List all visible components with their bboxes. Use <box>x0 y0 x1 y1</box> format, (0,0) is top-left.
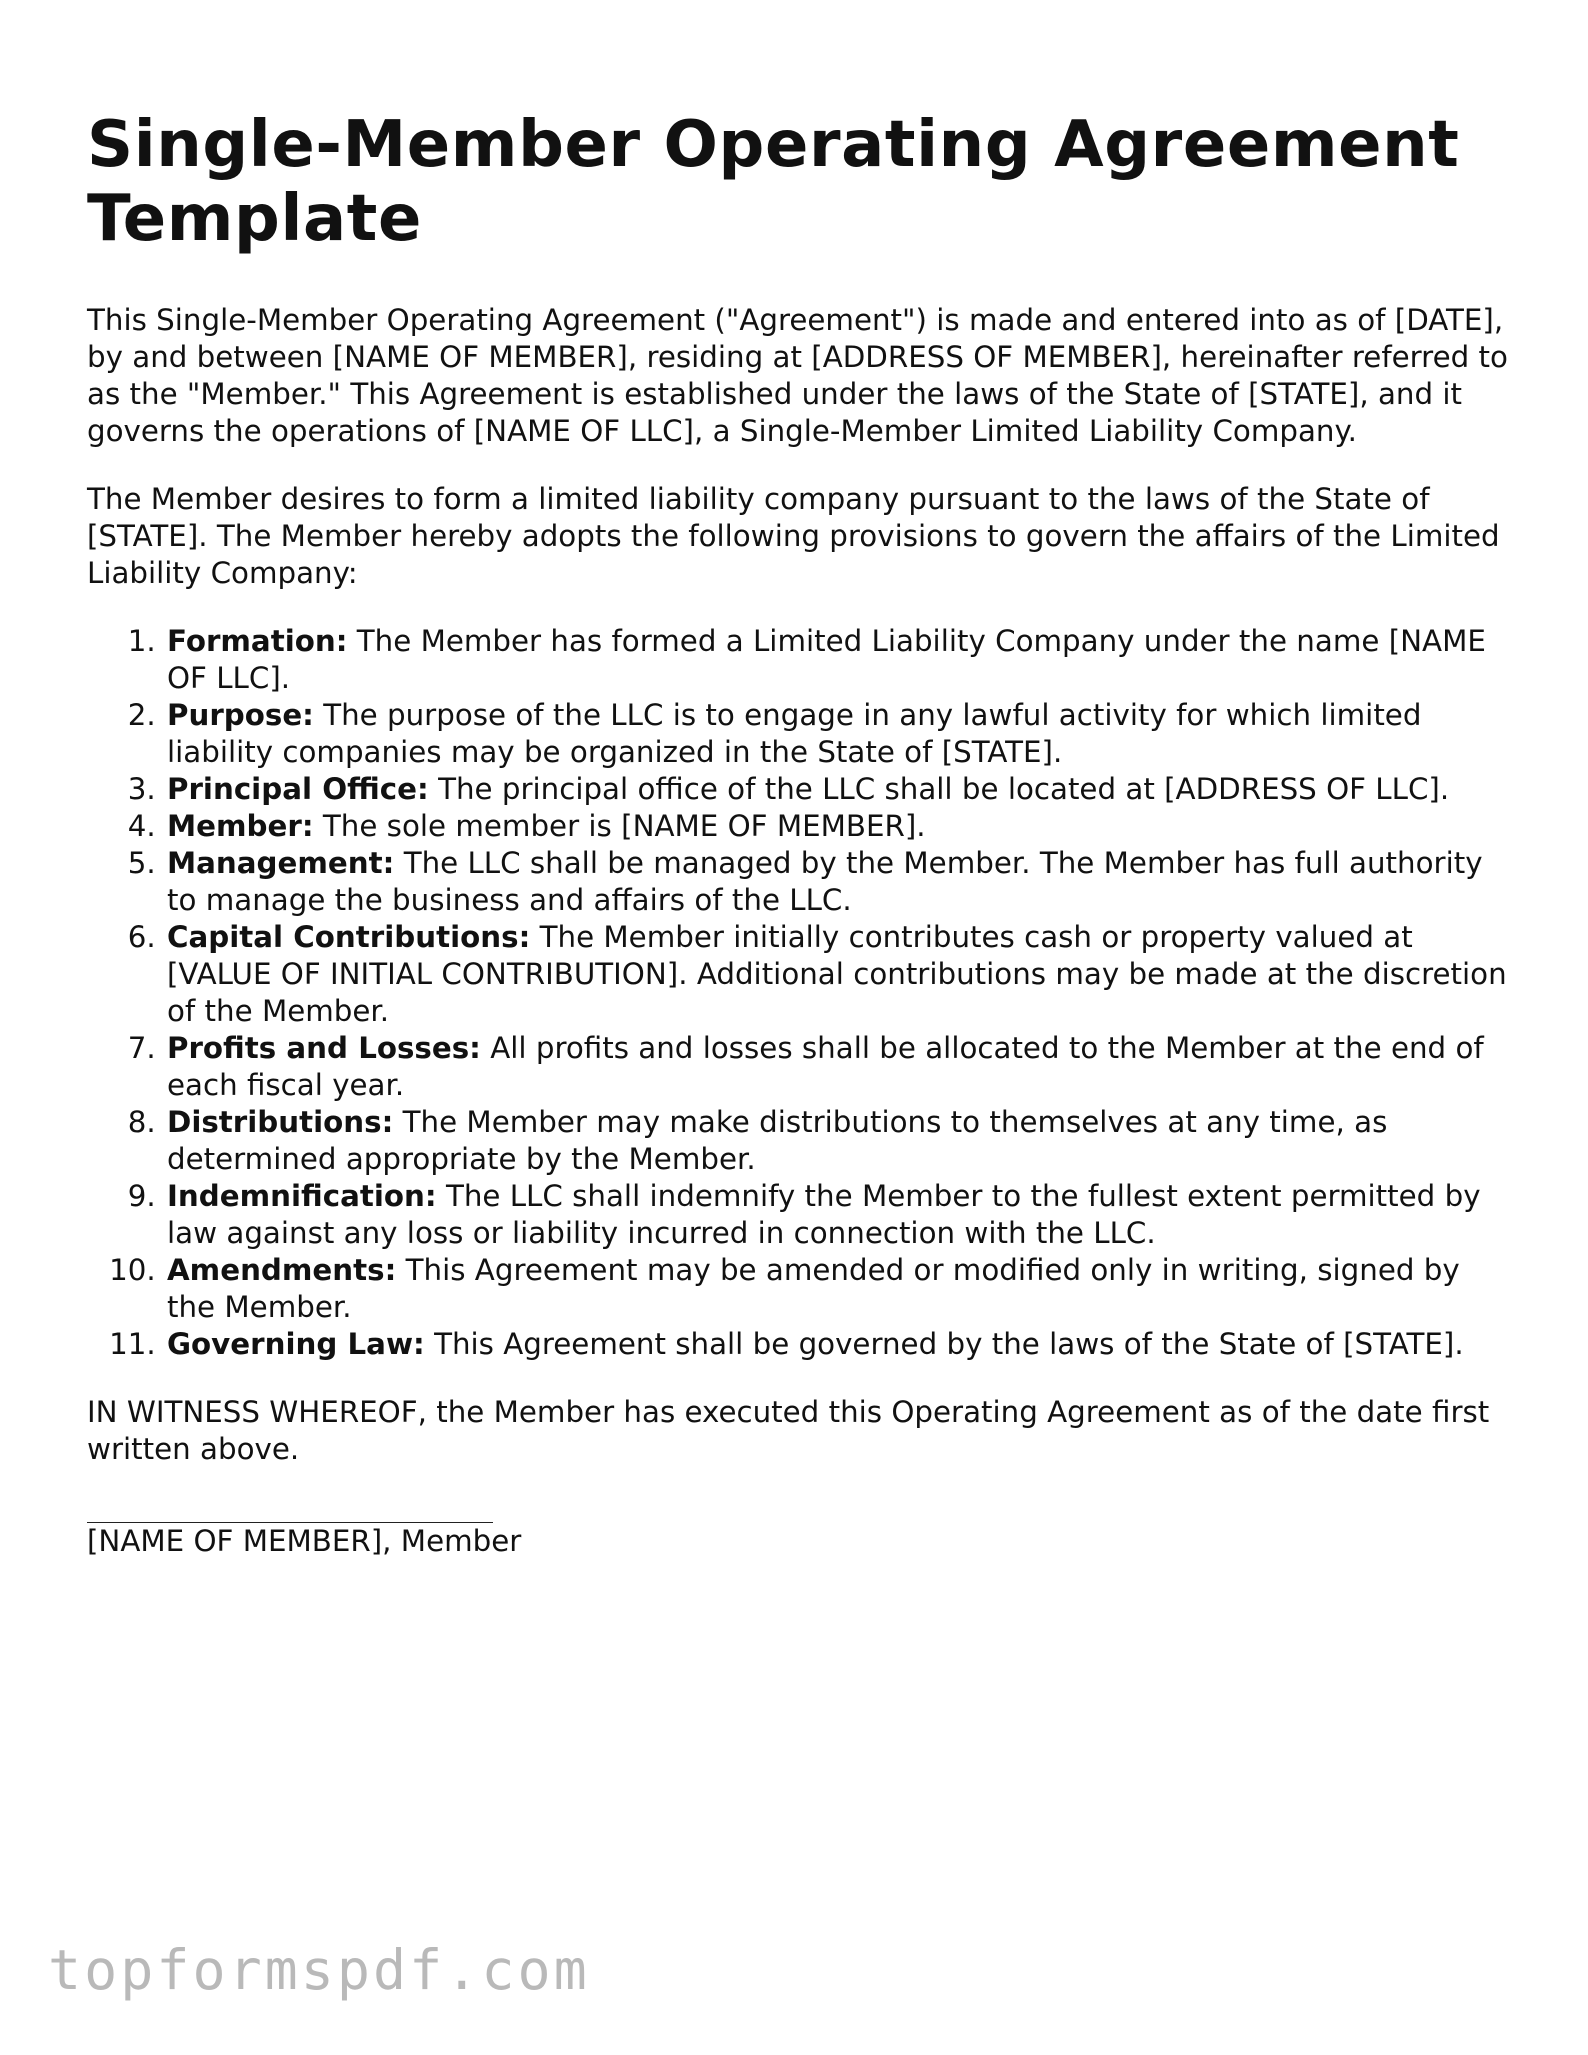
provision-item-profits-and-losses <box>165 1030 1517 1104</box>
provision-heading: Member: <box>167 809 314 843</box>
provision-item-indemnification <box>165 1178 1517 1252</box>
provision-text: This Agreement may be amended or modified only in writing, signed by the Member. <box>167 1253 1460 1324</box>
provision-item-management <box>165 845 1517 919</box>
provision-text: The LLC shall be managed by the Member. The Member has full authority to manage the business and affairs of the LLC. <box>167 846 1483 917</box>
provision-item-formation <box>165 623 1517 697</box>
provision-heading: Formation: <box>167 624 348 658</box>
provision-item-principal-office <box>165 771 1517 808</box>
provision-heading: Distributions: <box>167 1105 394 1139</box>
witness-paragraph: IN WITNESS WHEREOF, the Member has executed this Operating Agreement as of the date first written above. <box>87 1395 1490 1466</box>
provision-item-distributions <box>165 1104 1517 1178</box>
provision-item-capital-contributions <box>165 919 1517 1030</box>
purpose-paragraph: The Member desires to form a limited liability company pursuant to the laws of the State of [STATE]. The Member hereby adopts the following provisions to govern the affairs of the Limited Liability Company: <box>87 482 1500 590</box>
site-watermark: topformspdf.com <box>48 1938 590 2002</box>
provision-heading: Profits and Losses: <box>167 1031 481 1065</box>
provision-heading: Indemnification: <box>167 1179 437 1213</box>
provision-heading: Governing Law: <box>167 1327 425 1361</box>
provision-heading: Principal Office: <box>167 772 429 806</box>
provision-text: The Member may make distributions to themselves at any time, as determined appropriate by the Member. <box>167 1105 1388 1176</box>
provision-item-governing-law <box>165 1326 1517 1363</box>
provision-heading: Amendments: <box>167 1253 397 1287</box>
document-page <box>87 108 1517 1560</box>
provision-text: The sole member is [NAME OF MEMBER]. <box>313 809 926 843</box>
provision-text: This Agreement shall be governed by the laws of the State of [STATE]. <box>424 1327 1464 1361</box>
provision-heading: Management: <box>167 846 395 880</box>
provision-text: The LLC shall indemnify the Member to the fullest extent permitted by law against any loss or liability incurred in connection with the LLC. <box>167 1179 1481 1250</box>
provision-text: The principal office of the LLC shall be located at [ADDRESS OF LLC]. <box>428 772 1450 806</box>
provision-item-member <box>165 808 1517 845</box>
provision-text: The Member has formed a Limited Liability Company under the name [NAME OF LLC]. <box>167 624 1486 695</box>
intro-paragraph: This Single-Member Operating Agreement ("Agreement") is made and entered into as of [DATE], by and between [NAME OF MEMBER], residing at [ADDRESS OF MEMBER], hereinafter referred to as the "Member." This Agreement is established under the laws of the State of [STATE], and it governs the operations of [NAME OF LLC], a Single-Member Limited Liability Company. <box>87 303 1508 448</box>
page-title: Single-Member Operating Agreement Template <box>87 108 1460 256</box>
provision-text: The purpose of the LLC is to engage in any lawful activity for which limited liability companies may be organized in the State of [STATE]. <box>167 698 1422 769</box>
provision-heading: Capital Contributions: <box>167 920 531 954</box>
provision-item-amendments <box>165 1252 1517 1326</box>
provisions-list <box>87 623 1517 1363</box>
provision-text: The Member initially contributes cash or property valued at [VALUE OF INITIAL CONTRIBUTION]. Additional contributions may be made at the discretion of the Member. <box>167 920 1507 1028</box>
provision-item-purpose <box>165 697 1517 771</box>
signature-name: [NAME OF MEMBER], Member <box>87 1524 522 1558</box>
provision-heading: Purpose: <box>167 698 314 732</box>
provision-text: All profits and losses shall be allocated to the Member at the end of each fiscal year. <box>167 1031 1484 1102</box>
